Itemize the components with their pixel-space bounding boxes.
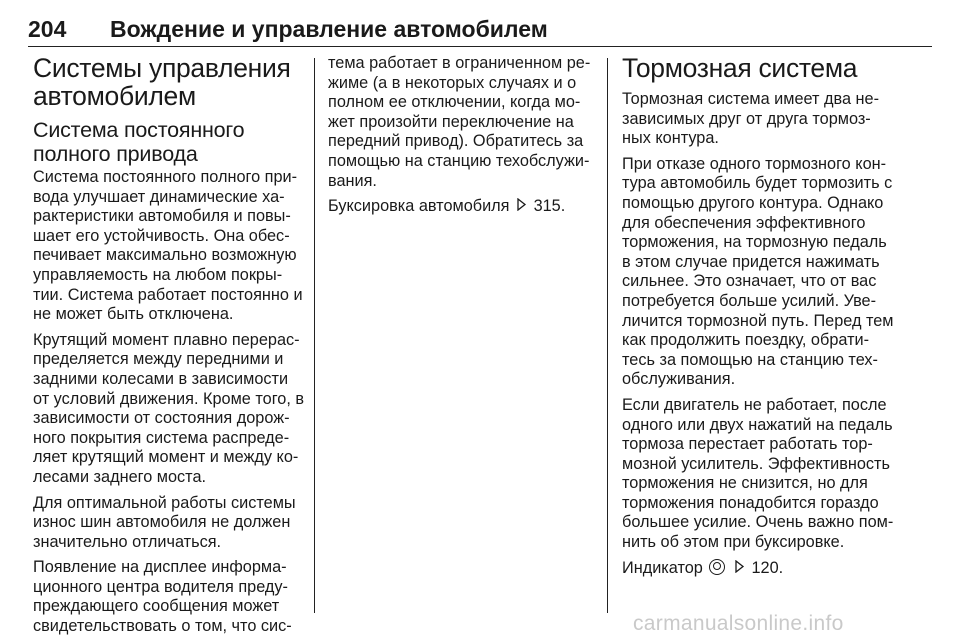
text-line: от условий движения. Кроме того, в [33,389,305,408]
brake-indicator-icon [709,559,725,575]
text-line: нить об этом при буксировке. [622,533,845,552]
reference-text: Буксировка автомобиля [328,197,510,216]
column-divider-right [607,58,608,613]
text-line: пределяется между передними и [33,350,284,369]
text-line: Если двигатель не работает, после [622,395,887,414]
text-line: Крутящий момент плавно перерас- [33,330,300,349]
text-line: вания. [328,171,377,190]
text-line: рактеристики автомобиля и повы- [33,207,291,226]
text-line: помощью другого контура. Однако [622,193,884,212]
text-line: шает его устойчивость. Она обес- [33,226,290,245]
text-line: При отказе одного тормозного кон- [622,154,887,173]
text-line: большее усилие. Очень важно пом- [622,513,894,532]
text-line: помощью на станцию техобслужи- [328,151,590,170]
heading-line: автомобилем [33,81,196,111]
text-line: Система постоянного полного при- [33,168,298,186]
text-line: мозной усилитель. Эффективность [622,454,890,473]
text-line: тормоза перестает работать тор- [622,435,873,454]
chapter-title: Вождение и управление автомобилем [110,16,548,42]
section-heading [33,54,305,110]
text-line: торможения, на тормозную педаль [622,233,887,252]
watermark-text: carmanualsonline.info [633,612,844,635]
text-line: преждающего сообщения может [33,597,280,616]
subsection-heading [33,118,305,166]
text-line: свидетельствовать о том, что сис- [33,617,292,636]
text-line: Появление на дисплее информа- [33,558,287,577]
text-line: Для оптимальной работы системы [33,493,296,512]
text-line: износ шин автомобиля не должен [33,513,291,532]
text-line: ционного центра водителя преду- [33,577,288,596]
text-line: в этом случае придется нажимать [622,252,880,271]
text-line: сильнее. Это означает, что от вас [622,272,877,291]
indicator-page: 120. [751,558,784,577]
text-line: торможения понадобится гораздо [622,493,879,512]
text-line: одного или двух нажатий на педаль [622,415,893,434]
brake-system-heading: Тормозная система [622,53,858,83]
paragraph-awd-intro [33,168,305,325]
paragraph-limited-mode [328,54,590,191]
text-line: торможения не снизится, но для [622,474,868,493]
heading-line: Системы управления [33,53,291,83]
text-line: тесь за помощью на станцию тех- [622,350,878,369]
column-1 [33,54,305,643]
text-line: печивает максимально возможную [33,246,297,265]
subheading-line: полного привода [33,142,198,166]
paragraph-tires [33,494,305,553]
column-divider-left [314,58,315,613]
text-line: ляет крутящий момент и между ко- [33,448,299,467]
text-line: для обеспечения эффективного [622,213,866,232]
text-line: управляемость на любом покры- [33,265,283,284]
text-line: тура автомобиль будет тормозить с [622,174,893,193]
text-line: личится тормозной путь. Перед тем [622,311,894,330]
page-ref-arrow-icon [516,198,527,211]
paragraph-engine-off [622,395,894,553]
text-line: лесами заднего моста. [33,467,207,486]
text-line: ных контура. [622,129,719,148]
paragraph-dual-circuit [622,90,888,149]
text-line: не может быть отключена. [33,305,234,324]
text-line: обслуживания. [622,370,736,389]
page-ref-arrow-icon [734,560,745,573]
text-line: Тормозная система имеет два не- [622,90,880,108]
indicator-text: Индикатор [622,558,703,577]
reference-page: 315. [533,197,566,216]
text-line: потребуется больше усилий. Уве- [622,291,877,310]
text-line: вода улучшает динамические ха- [33,187,285,206]
page-header [28,16,932,47]
paragraph-warning-message [33,558,305,636]
text-line: полном ее отключении, когда мо- [328,93,581,112]
text-line: задними колесами в зависимости [33,369,289,388]
column-3 [622,53,894,584]
text-line: зависимости от состояния дорож- [33,409,290,428]
paragraph-circuit-failure [622,154,894,390]
text-line: жет произойти переключение на [328,112,574,131]
text-line: тии. Система работает постоянно и [33,285,303,304]
text-line: тема работает в ограниченном ре- [328,54,591,72]
text-line: ного покрытия система распреде- [33,428,290,447]
text-line: как продолжить поездку, обрати- [622,331,870,350]
paragraph-torque [33,331,305,488]
text-line: значительно отличаться. [33,532,222,551]
subheading-line: Система постоянного [33,118,245,142]
page-number: 204 [28,16,67,42]
cross-reference-towing[interactable] [328,197,590,217]
text-line: передний привод). Обратитесь за [328,132,584,151]
cross-reference-indicator[interactable] [622,559,888,579]
text-line: жиме (а в некоторых случаях и о [328,73,577,92]
text-line: зависимых друг от друга тормоз- [622,109,871,128]
column-2 [328,54,590,223]
